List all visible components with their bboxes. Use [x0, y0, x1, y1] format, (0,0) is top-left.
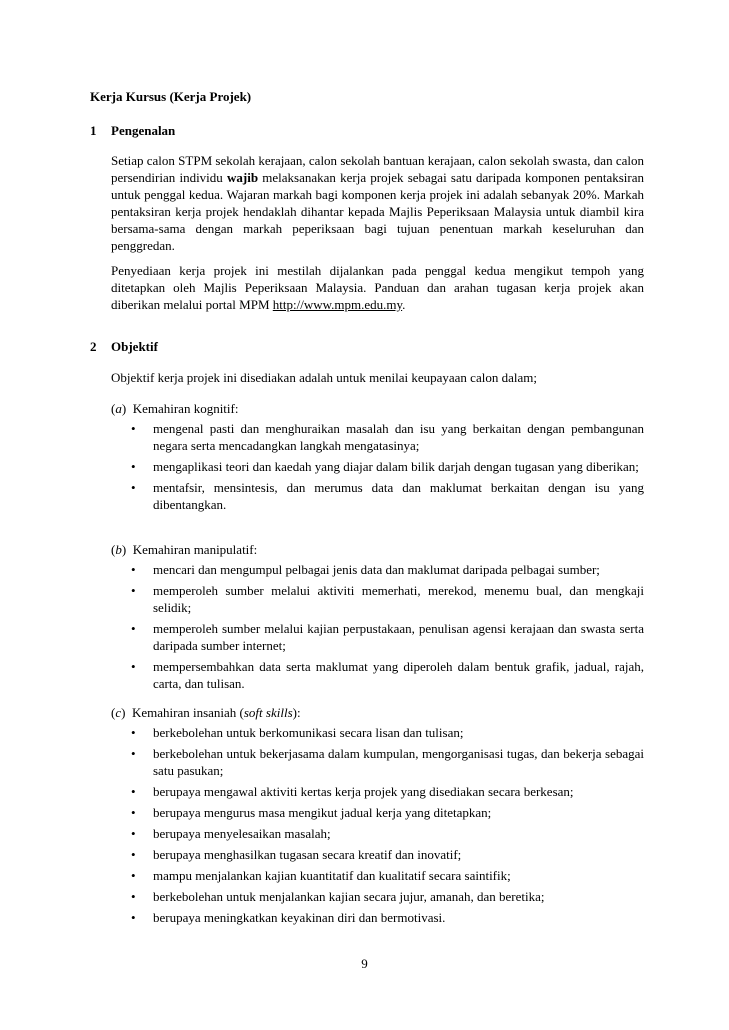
bullet-icon: •	[131, 784, 136, 799]
bullet-icon: •	[131, 910, 136, 925]
subsection-a-label: Kemahiran kognitif:	[132, 401, 239, 416]
list-item	[111, 867, 644, 884]
bullet-icon: •	[131, 746, 136, 761]
intro-p1-text-a: Setiap calon STPM sekolah kerajaan, calon sekolah bantuan kerajaan, calon sekolah swasta, dan calon persendirian individu	[111, 153, 644, 185]
cognitive-skills-list	[111, 420, 644, 517]
intro-p2-text-b: .	[402, 297, 406, 312]
list-item	[111, 804, 644, 821]
intro-p1-text-b: melaksanakan kerja projek sebagai satu daripada komponen pentaksiran untuk penggal kedua. Wajaran markah bagi komponen kerja projek ini adalah sebanyak 20%. Markah pentaksiran kerja projek hendaklah dihantar kepada Majlis Peperiksaan Malaysia untuk diambil kira bersama-sama dengan markah peperiksaan bagi tujuan penentuan markah keseluruhan dan penggredan.	[111, 170, 644, 253]
list-item-text: berkebolehan untuk berkomunikasi secara lisan dan tulisan;	[153, 725, 464, 740]
list-item-text: memperoleh sumber melalui kajian perpustakaan, penulisan agensi kerajaan dan swasta serta daripada sumber internet;	[153, 621, 644, 653]
list-item	[111, 724, 644, 741]
bullet-icon: •	[131, 480, 136, 495]
bullet-icon: •	[131, 847, 136, 862]
section-2-title: Objektif	[111, 339, 158, 354]
list-item-text: berupaya mengawal aktiviti kertas kerja projek yang disediakan secara berkesan;	[153, 784, 574, 799]
list-item	[111, 846, 644, 863]
subsection-b-label: Kemahiran manipulatif:	[132, 542, 258, 557]
list-item	[111, 888, 644, 905]
subsection-c-label-a: Kemahiran insaniah (	[131, 705, 244, 720]
list-item-text: mentafsir, mensintesis, dan merumus data dan maklumat berkaitan dengan isu yang dibentangkan.	[153, 480, 644, 512]
bullet-icon: •	[131, 659, 136, 674]
list-item	[111, 745, 644, 779]
list-item-text: berkebolehan untuk menjalankan kajian secara jujur, amanah, dan beretika;	[153, 889, 545, 904]
subsection-b-letter: b	[115, 542, 122, 557]
list-item	[111, 783, 644, 800]
list-item	[111, 825, 644, 842]
document-title: Kerja Kursus (Kerja Projek)	[90, 89, 252, 104]
bullet-icon: •	[131, 562, 136, 577]
bullet-icon: •	[131, 621, 136, 636]
bullet-icon: •	[131, 889, 136, 904]
list-item-text: mengenal pasti dan menghuraikan masalah dan isu yang berkaitan dengan pembangunan negara serta mencadangkan langkah mengatasinya;	[153, 421, 644, 453]
subsection-c-heading: (c) Kemahiran insaniah (soft skills):	[111, 705, 301, 720]
list-item-text: berupaya meningkatkan keyakinan diri dan bermotivasi.	[153, 910, 446, 925]
bullet-icon: •	[131, 805, 136, 820]
list-item-text: berupaya menghasilkan tugasan secara kreatif dan inovatif;	[153, 847, 462, 862]
subsection-a-heading: (a) Kemahiran kognitif:	[111, 401, 239, 416]
list-item-text: mampu menjalankan kajian kuantitatif dan kualitatif secara saintifik;	[153, 868, 511, 883]
intro-paragraph-1	[111, 152, 644, 254]
objective-intro: Objektif kerja projek ini disediakan adalah untuk menilai keupayaan calon dalam;	[111, 370, 537, 385]
bullet-icon: •	[131, 583, 136, 598]
list-item	[111, 479, 644, 513]
list-item-text: berupaya menyelesaikan masalah;	[153, 826, 331, 841]
mpm-portal-link[interactable]: http://www.mpm.edu.my	[272, 297, 403, 312]
list-item	[111, 561, 644, 578]
soft-skills-term: soft skills	[243, 705, 293, 720]
bullet-icon: •	[131, 868, 136, 883]
page-number: 9	[361, 956, 368, 971]
section-2-number: 2	[90, 339, 97, 354]
subsection-c-letter: c	[115, 705, 122, 720]
bullet-icon: •	[131, 421, 136, 436]
list-item	[111, 458, 644, 475]
subsection-b-heading: (b) Kemahiran manipulatif:	[111, 542, 258, 557]
list-item-text: berupaya mengurus masa mengikut jadual kerja yang ditetapkan;	[153, 805, 492, 820]
manipulative-skills-list	[111, 561, 644, 696]
list-item	[111, 582, 644, 616]
bullet-icon: •	[131, 826, 136, 841]
subsection-c-label-b: ):	[292, 705, 301, 720]
list-item-text: mencari dan mengumpul pelbagai jenis data dan maklumat daripada pelbagai sumber;	[153, 562, 600, 577]
list-item-text: mengaplikasi teori dan kaedah yang diajar dalam bilik darjah dengan tugasan yang diberikan;	[153, 459, 639, 474]
list-item	[111, 909, 644, 926]
section-1-number: 1	[90, 123, 97, 138]
wajib-emphasis: wajib	[227, 170, 259, 185]
list-item	[111, 620, 644, 654]
bullet-icon: •	[131, 459, 136, 474]
list-item-text: memperoleh sumber melalui aktiviti memerhati, merekod, menemu bual, dan mengkaji selidik;	[153, 583, 644, 615]
soft-skills-list	[111, 724, 644, 930]
subsection-a-letter: a	[115, 401, 122, 416]
list-item	[111, 420, 644, 454]
list-item	[111, 658, 644, 692]
section-1-title: Pengenalan	[111, 123, 176, 138]
intro-paragraph-2	[111, 262, 644, 313]
list-item-text: mempersembahkan data serta maklumat yang diperoleh dalam bentuk grafik, jadual, rajah, carta, dan tulisan.	[153, 659, 644, 691]
bullet-icon: •	[131, 725, 136, 740]
list-item-text: berkebolehan untuk bekerjasama dalam kumpulan, mengorganisasi tugas, dan bekerja sebagai satu pasukan;	[153, 746, 644, 778]
intro-p2-text-a: Penyediaan kerja projek ini mestilah dijalankan pada penggal kedua mengikut tempoh yang ditetapkan oleh Majlis Peperiksaan Malaysia. Panduan dan arahan tugasan kerja projek akan diberikan melalui portal MPM	[111, 263, 644, 312]
